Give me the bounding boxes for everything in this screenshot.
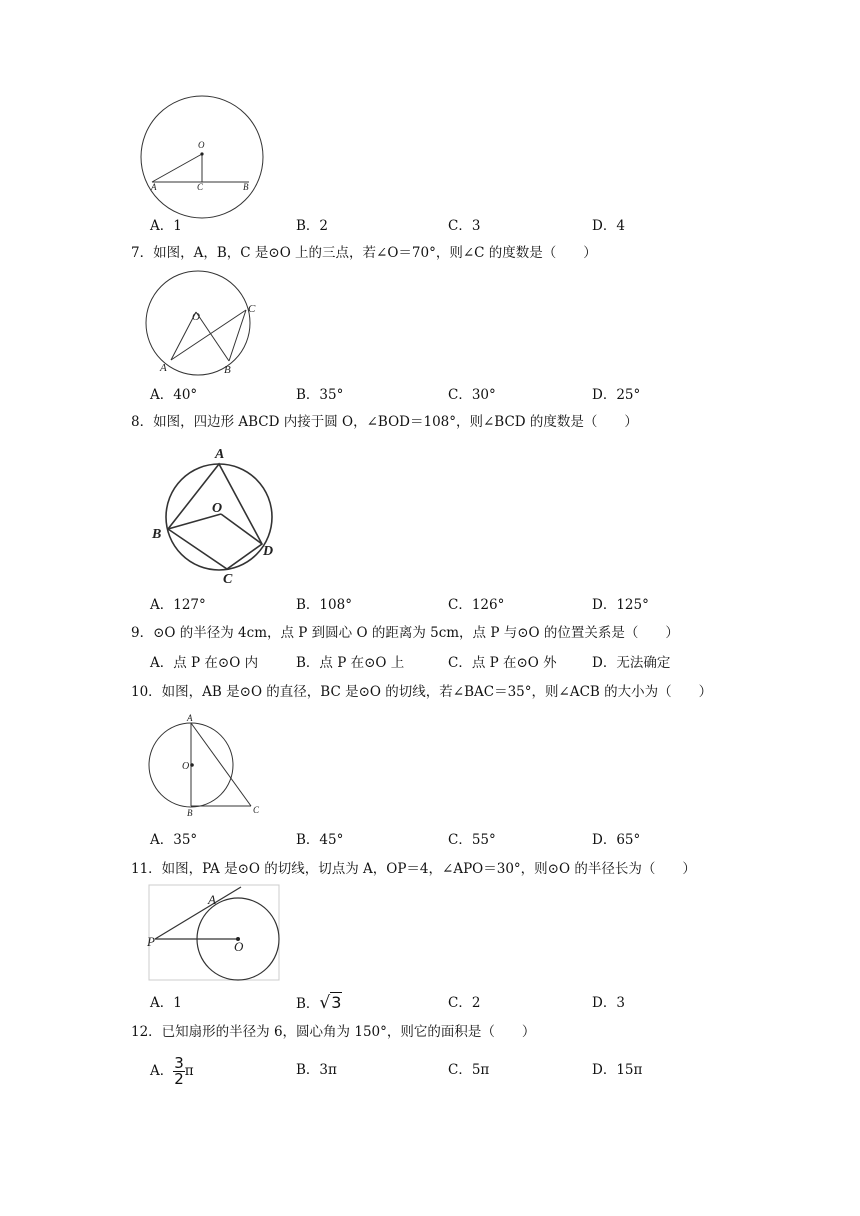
q11-label-o: O bbox=[234, 939, 244, 954]
q8-label-d: D bbox=[263, 544, 274, 559]
q9-option-d[interactable]: D．无法确定 bbox=[592, 655, 671, 671]
q11-stem: 11．如图，PA 是⊙O 的切线，切点为 A，OP＝4，∠APO＝30°，则⊙O 的半径长为（ ） bbox=[131, 861, 696, 877]
q6-option-b[interactable]: B．2 bbox=[296, 218, 329, 234]
q7-options bbox=[150, 385, 710, 405]
q11-label-a: A bbox=[208, 892, 216, 907]
q6-figure bbox=[140, 100, 270, 200]
q11-option-c[interactable]: C．2 bbox=[448, 995, 481, 1011]
q10-center-dot bbox=[190, 763, 194, 767]
q7-option-c[interactable]: C．30° bbox=[448, 387, 496, 403]
q10-option-b[interactable]: B．45° bbox=[296, 832, 344, 848]
q10-label-b: B bbox=[187, 808, 193, 818]
q10-option-d[interactable]: D．65° bbox=[592, 832, 641, 848]
q8-option-c[interactable]: C．126° bbox=[448, 597, 505, 613]
q10-option-a[interactable]: A．35° bbox=[150, 832, 198, 848]
q6-option-d[interactable]: D．4 bbox=[592, 218, 625, 234]
q8-label-a: A bbox=[215, 447, 225, 462]
fraction-numerator: 3 bbox=[174, 1054, 184, 1072]
q8-stem: 8．如图，四边形 ABCD 内接于圆 O，∠BOD＝108°，则∠BCD 的度数是（ ） bbox=[131, 414, 638, 430]
q8-options bbox=[150, 595, 710, 615]
q8-label-c: C bbox=[223, 572, 233, 587]
q6-options bbox=[150, 216, 710, 236]
q12-option-b[interactable]: B．3π bbox=[296, 1062, 337, 1078]
q10-label-c: C bbox=[253, 805, 260, 815]
q10-stem: 10．如图，AB 是⊙O 的直径，BC 是⊙O 的切线，若∠BAC＝35°，则∠ACB 的大小为（ ） bbox=[131, 684, 713, 700]
q8-label-o: O bbox=[212, 501, 223, 516]
q11-option-b-prefix: B． bbox=[296, 996, 320, 1012]
q11-figure bbox=[145, 884, 285, 984]
q7-label-b: B bbox=[224, 364, 231, 376]
q7-chord-ac bbox=[171, 310, 246, 360]
q11-label-p: P bbox=[147, 934, 155, 949]
q6-label-b: B bbox=[243, 182, 249, 192]
q9-option-c[interactable]: C．点 P 在⊙O 外 bbox=[448, 655, 557, 671]
q7-radius-ob bbox=[196, 312, 229, 361]
q12-option-a[interactable] bbox=[150, 1056, 194, 1087]
q12-option-a-prefix: A． bbox=[150, 1063, 174, 1079]
q9-options bbox=[150, 653, 710, 673]
q7-chord-bc bbox=[229, 310, 246, 361]
q8-radius-od bbox=[221, 514, 262, 544]
q8-figure bbox=[148, 442, 288, 587]
q9-option-a[interactable]: A．点 P 在⊙O 内 bbox=[150, 655, 259, 671]
q6-label-a: A bbox=[151, 182, 157, 192]
fraction-denominator: 2 bbox=[174, 1070, 184, 1088]
q11-option-b-radicand: 3 bbox=[331, 993, 342, 1012]
q10-label-a: A bbox=[187, 713, 193, 723]
q10-label-o: O bbox=[182, 761, 190, 772]
q7-circle bbox=[146, 271, 250, 375]
q7-stem: 7．如图，A，B，C 是⊙O 上的三点，若∠O＝70°，则∠C 的度数是（ ） bbox=[131, 245, 597, 261]
q12-option-a-pi: π bbox=[184, 1063, 194, 1079]
q12-option-a-fraction bbox=[173, 1056, 185, 1087]
q6-label-c: C bbox=[197, 182, 204, 192]
q12-options bbox=[150, 1054, 710, 1090]
q9-stem: 9．⊙O 的半径为 4cm，点 P 到圆心 O 的距离为 5cm，点 P 与⊙O 的位置关系是（ ） bbox=[131, 625, 679, 641]
q6-label-o: O bbox=[198, 140, 205, 150]
q8-option-b[interactable]: B．108° bbox=[296, 597, 352, 613]
q10-figure bbox=[146, 712, 271, 822]
q11-option-b[interactable] bbox=[296, 993, 342, 1014]
q11-options bbox=[150, 993, 710, 1013]
q12-stem: 12．已知扇形的半径为 6，圆心角为 150°，则它的面积是（ ） bbox=[131, 1024, 536, 1040]
q8-option-d[interactable]: D．125° bbox=[592, 597, 649, 613]
q8-label-b: B bbox=[152, 527, 162, 542]
q8-circle bbox=[166, 464, 272, 570]
q7-option-a[interactable]: A．40° bbox=[150, 387, 198, 403]
q7-label-a: A bbox=[160, 362, 167, 374]
sqrt-icon: √ bbox=[319, 993, 331, 1013]
q10-options bbox=[150, 830, 710, 850]
q6-center-dot bbox=[200, 152, 203, 155]
q11-option-d[interactable]: D．3 bbox=[592, 995, 625, 1011]
q8-radius-ob bbox=[168, 514, 221, 529]
q7-option-b[interactable]: B．35° bbox=[296, 387, 344, 403]
q6-option-a[interactable]: A．1 bbox=[150, 218, 182, 234]
q10-option-c[interactable]: C．55° bbox=[448, 832, 496, 848]
q6-radius-oa bbox=[152, 154, 202, 182]
q12-option-c[interactable]: C．5π bbox=[448, 1062, 490, 1078]
q6-option-c[interactable]: C．3 bbox=[448, 218, 481, 234]
q12-option-d[interactable]: D．15π bbox=[592, 1062, 643, 1078]
q7-label-c: C bbox=[248, 303, 256, 315]
q8-option-a[interactable]: A．127° bbox=[150, 597, 206, 613]
q11-option-a[interactable]: A．1 bbox=[150, 995, 182, 1011]
q7-figure bbox=[145, 272, 270, 382]
q9-option-b[interactable]: B．点 P 在⊙O 上 bbox=[296, 655, 405, 671]
q7-option-d[interactable]: D．25° bbox=[592, 387, 641, 403]
q7-label-o: O bbox=[192, 311, 200, 323]
